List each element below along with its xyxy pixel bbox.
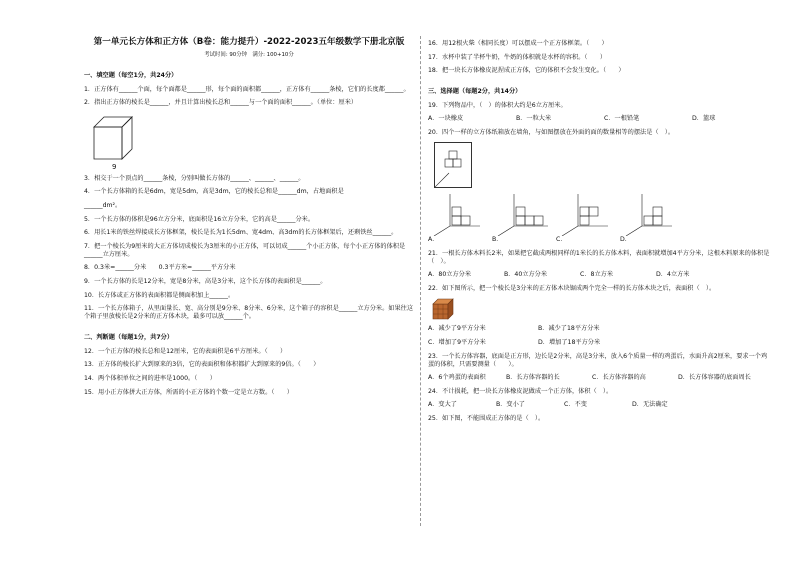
option-b-label: B．	[492, 235, 503, 243]
option-d[interactable]: D．无法确定	[632, 401, 668, 409]
section-fill-heading: 一、填空题（每空1分，共24分）	[84, 72, 178, 79]
question-7: 7．把一个棱长为9厘米的大正方体切成棱长为3厘米的小正方体，可以切成______个小正方体，每个小正方体的体积是______立方厘米。	[84, 242, 406, 258]
option-c-drawing	[556, 192, 616, 236]
option-a[interactable]: A．6个鸡蛋的表面积	[428, 374, 486, 382]
question-13: 13．正方体的棱长扩大到原来的3倍，它的表面积和体积都扩大到原来的9倍。（ ）	[84, 361, 320, 369]
question-2: 2．指出正方体的棱长是______，并且计算出棱长总和______与一个面的面积______。（单位：厘米）	[84, 99, 358, 107]
question-15: 15．用小正方体拼大正方体，所需的小正方体的个数一定是立方数。（ ）	[84, 388, 293, 396]
option-a[interactable]: A．变大了	[428, 401, 457, 409]
question-24-options	[428, 401, 773, 409]
option-b-drawing	[492, 192, 552, 236]
option-a[interactable]: A．一块橡皮	[428, 115, 464, 123]
option-c[interactable]: C．增加了9平方分米	[428, 338, 486, 346]
option-c[interactable]: C．长方体容器的高	[592, 374, 646, 382]
option-d[interactable]: D．长方体容器的底面周长	[678, 374, 751, 382]
question-24: 24．不计损耗，把一块长方体橡皮泥做成一个正方体，体积（ ）。	[428, 387, 613, 395]
option-c[interactable]: C．8立方米	[580, 271, 614, 279]
question-22-options-2	[428, 339, 773, 347]
left-column	[84, 36, 414, 397]
page-title: 第一单元长方体和正方体（B卷：能力提升）-2022-2023五年级数学下册北京版	[93, 37, 405, 47]
option-a-label: A．	[428, 235, 439, 243]
option-d[interactable]: D．增加了18平方分米	[538, 338, 601, 346]
option-d-drawing	[620, 192, 680, 236]
question-11: 11．一个长方体箱子，从里面量长、宽、高分别是9分米、8分米、6分米，这个箱子的容积是______立方分米。如果往这个箱子里放棱长是2分米的正方体木块，最多可以放______个。	[84, 305, 414, 321]
question-12: 12．一个正方体的棱长总和是12厘米，它的表面积是6平方厘米。（ ）	[84, 347, 287, 355]
question-22-options-1	[428, 325, 773, 333]
question-18: 18．把一块长方体橡皮泥捏成正方体，它的体积不会发生变化。（ ）	[428, 67, 625, 75]
question-16: 16．用12根火柴（相同长度）可以摆成一个正方体框架。（ ）	[428, 40, 608, 47]
wood-block-figure	[432, 298, 454, 320]
option-c-figure[interactable]	[556, 192, 620, 244]
question-22: 22．如下图所示，把一个棱长是3分米的正方体木块锯成两个完全一样的长方体木块之后，表面积（ ）。	[428, 284, 716, 292]
option-c-label: C．	[556, 235, 567, 243]
question-14: 14．两个体积单位之间的进率是1000。（ ）	[84, 374, 216, 382]
exam-info: 考试时间: 90分钟 满分: 100+10分	[204, 52, 294, 58]
option-a-figure[interactable]	[428, 192, 492, 244]
question-9: 9．一个长方体的长是12分米，宽是8分米，高是3分米，这个长方体的表面积是______。	[84, 277, 327, 285]
question-23: 23．一个长方体容器，底面是正方形，边长是2分米，高是3分米，放入6个质量一样的鸡蛋后，水面升高2厘米，要求一个鸡蛋的体积，只需要测量（ ）。	[428, 352, 768, 368]
wood-block-drawing	[432, 298, 454, 320]
question-19: 19．下列物品中，（ ）的体积大约是6立方厘米。	[428, 101, 567, 109]
question-8: 8．0.3米=______分米 0.3平方米=______平方分米	[84, 264, 236, 272]
question-4: 4．一个长方体箱的长是6dm，宽是5dm，高是3dm，它的棱长总和是______dm，占地面积是	[84, 188, 344, 196]
cube-figure	[90, 111, 138, 172]
option-c[interactable]: C．一根铅笔	[604, 115, 640, 123]
option-b[interactable]: B．40立方分米	[504, 271, 548, 279]
cube-drawing	[90, 111, 138, 172]
question-20-options	[428, 192, 773, 244]
option-d-figure[interactable]	[620, 192, 684, 244]
option-d[interactable]: D．4立方米	[656, 271, 690, 279]
option-a-drawing	[428, 192, 488, 236]
question-20: 20．四个一样的立方体纸箱放在墙角，与如图摆放在外面的面的数量相等的摆法是（ ）。	[428, 128, 675, 136]
question-21: 21．一根长方体木料长2米，如果把它截成两根同样的1米长的长方体木料，表面积就增加4平方分米，这根木料原来的体积是（ ）。	[428, 249, 770, 265]
option-c[interactable]: C．不变	[564, 401, 587, 409]
question-23-options	[428, 374, 773, 382]
option-a[interactable]: A．80立方分米	[428, 271, 472, 279]
question-6: 6．用长1米的铁丝焊接成长方体框架，棱长是长为1长5dm、宽4dm、高3dm的长方体框架后，还剩铁丝______。	[84, 229, 398, 237]
question-19-options	[428, 115, 773, 123]
column-divider	[420, 36, 421, 526]
option-b-figure[interactable]	[492, 192, 556, 244]
corner-boxes-figure	[434, 142, 472, 188]
question-10: 10．长方体或正方体的表面积都是侧面积加上______。	[84, 291, 235, 299]
option-b[interactable]: B．减少了18平方分米	[538, 325, 600, 333]
option-a[interactable]: A．减少了9平方分米	[428, 325, 486, 333]
question-4-cont: ______dm²。	[84, 201, 122, 209]
option-d-label: D．	[620, 235, 631, 243]
option-b[interactable]: B．长方体容器的长	[506, 374, 560, 382]
section-judge-heading: 二、判断题（每题1分，共7分）	[84, 334, 174, 342]
option-b[interactable]: B．一粒大米	[516, 115, 552, 123]
right-column	[428, 40, 773, 423]
question-25: 25．如下图，不能围成正方体的是（ ）。	[428, 414, 545, 422]
option-d[interactable]: D．篮球	[692, 115, 716, 123]
option-b[interactable]: B．变小了	[496, 401, 525, 409]
question-17: 17．水杯中装了半杯牛奶，牛奶的体积就是水杯的容积。（ ）	[428, 53, 607, 61]
section-choice-heading: 三、选择题（每题2分，共14分）	[428, 88, 522, 96]
question-1: 1．正方体有______个面，每个面都是______形，每个面的面积都______，正方体有______条棱，它们的长度都______。	[84, 85, 410, 93]
corner-boxes-drawing	[435, 143, 471, 187]
question-3: 3．相交于一个顶点的______条棱，分别叫做长方体的______、______、______。	[84, 174, 305, 182]
question-5: 5．一个长方体的体积是96立方分米，底面积是16立方分米，它的高是______分米。	[84, 215, 315, 223]
question-21-options	[428, 271, 773, 279]
cube-edge-label: 9	[112, 163, 117, 172]
